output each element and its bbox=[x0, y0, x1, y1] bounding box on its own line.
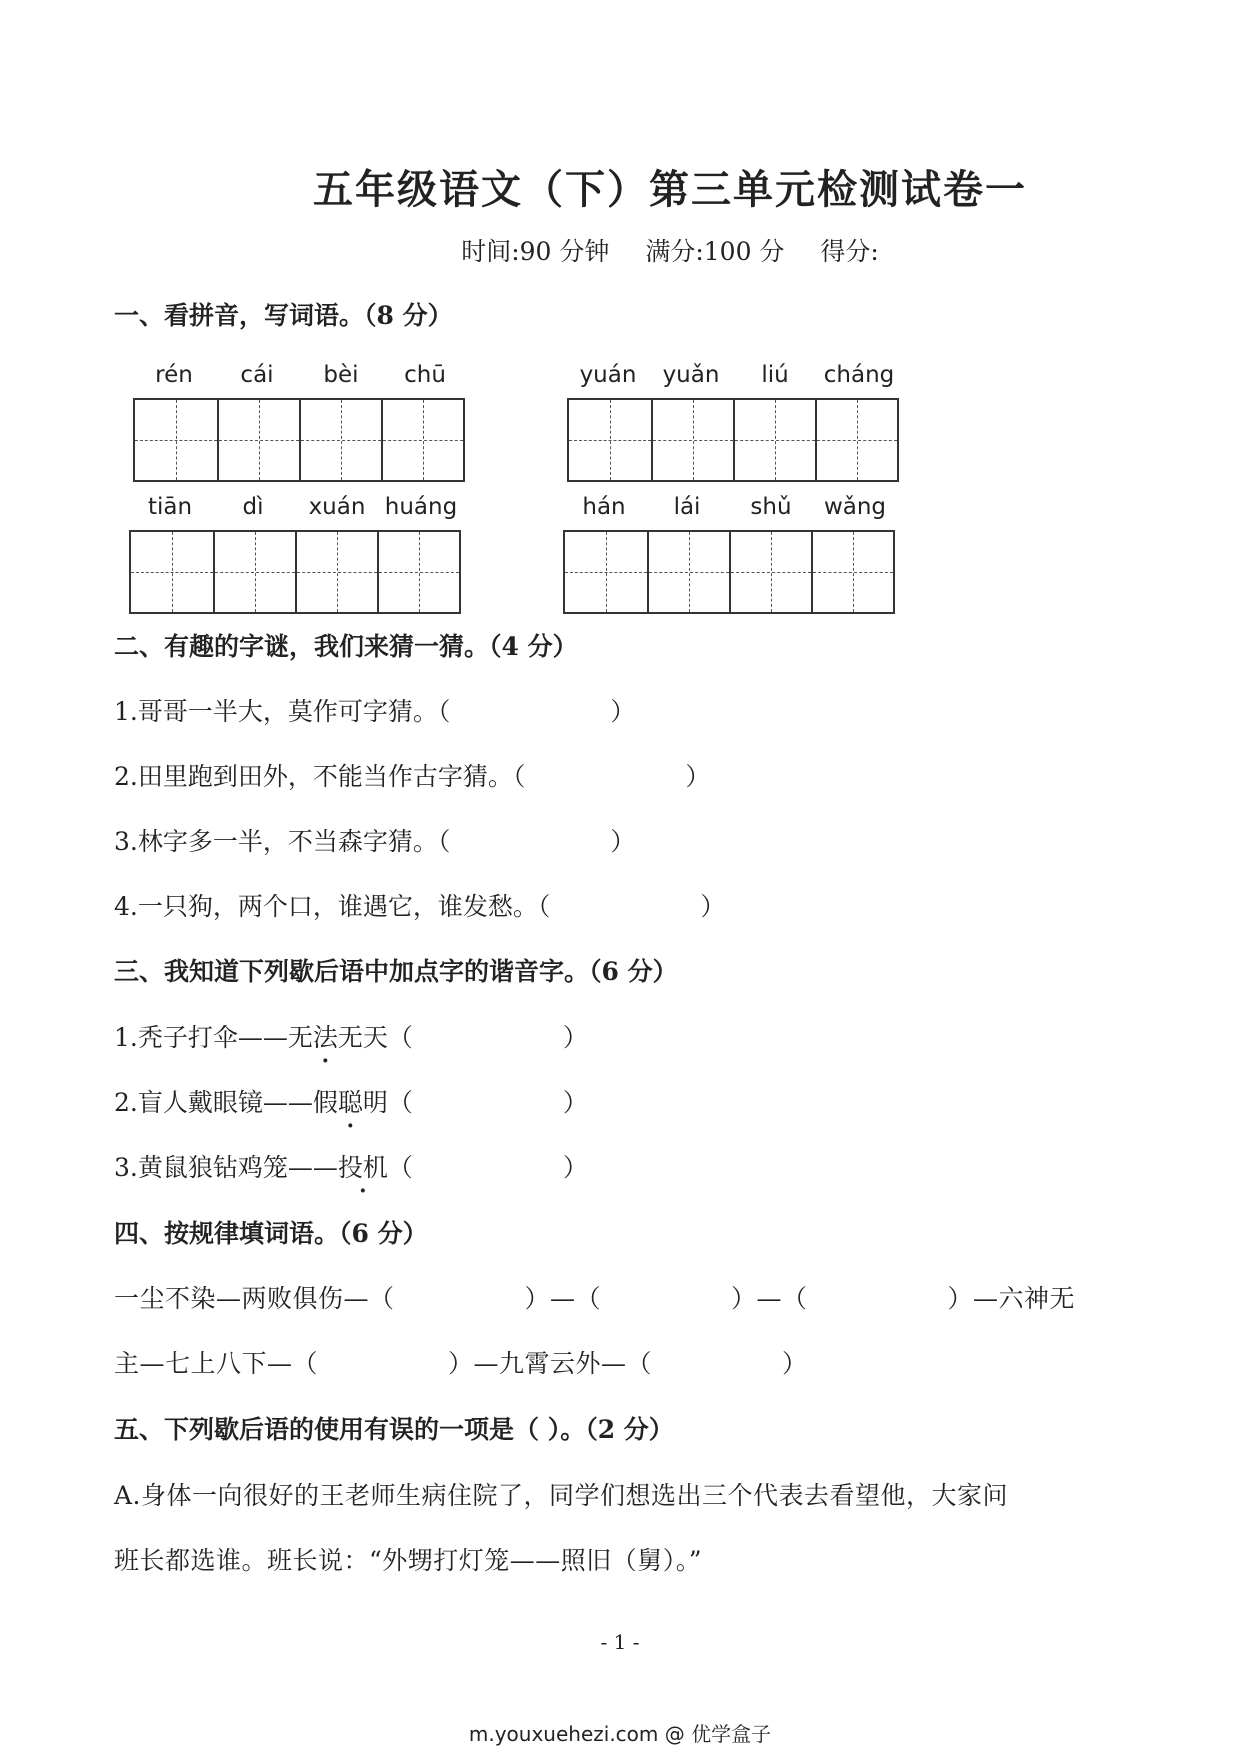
writing-grid-2[interactable] bbox=[567, 398, 899, 482]
riddle-4: 4.一只狗，两个口，谁遇它，谁发愁。（ ） bbox=[114, 892, 726, 921]
xiehouyu-3: 3.黄鼠狼钻鸡笼——投机（ ） bbox=[114, 1153, 588, 1182]
grid-cell[interactable] bbox=[377, 532, 459, 612]
writing-grid-3[interactable] bbox=[129, 530, 461, 614]
pinyin: shǔ bbox=[750, 494, 792, 520]
section-3-heading: 三、我知道下列歇后语中加点字的谐音字。（6 分） bbox=[114, 957, 678, 986]
pinyin-group-3 bbox=[129, 494, 463, 520]
pinyin: tiān bbox=[147, 494, 193, 520]
grid-cell[interactable] bbox=[647, 532, 729, 612]
exam-meta bbox=[0, 232, 1240, 268]
pinyin: yuǎn bbox=[662, 362, 720, 388]
grid-cell[interactable] bbox=[295, 532, 377, 612]
grid-cell[interactable] bbox=[565, 532, 647, 612]
section-4-heading: 四、按规律填词语。（6 分） bbox=[114, 1219, 428, 1248]
pinyin: liú bbox=[761, 362, 789, 388]
section-5-heading: 五、下列歇后语的使用有误的一项是（ ）。（2 分） bbox=[114, 1415, 674, 1444]
option-a-line-2: 班长都选谁。班长说：“外甥打灯笼——照旧（舅）。” bbox=[114, 1546, 703, 1575]
xiehouyu-2: 2.盲人戴眼镜——假聪明（ ） bbox=[114, 1088, 588, 1117]
pinyin: wǎng bbox=[823, 494, 887, 520]
xiehouyu-1: 1.秃子打伞——无法无天（ ） bbox=[114, 1023, 588, 1052]
pinyin: bèi bbox=[323, 362, 359, 388]
grid-cell[interactable] bbox=[815, 400, 897, 480]
page-number: - 1 - bbox=[600, 1630, 640, 1654]
grid-cell[interactable] bbox=[135, 400, 217, 480]
riddle-2: 2.田里跑到田外，不能当作古字猜。（ ） bbox=[114, 762, 711, 791]
pattern-line-1: 一尘不染—两败俱伤—（ ）—（ ）—（ ）—六神无 bbox=[114, 1284, 1076, 1313]
grid-cell[interactable] bbox=[811, 532, 893, 612]
pinyin: cháng bbox=[823, 362, 895, 388]
option-a-line-1: A.身体一向很好的王老师生病住院了，同学们想选出三个代表去看望他，大家问 bbox=[114, 1481, 1009, 1510]
pinyin: huáng bbox=[384, 494, 458, 520]
pinyin-group-2 bbox=[567, 362, 901, 388]
pinyin-group-4 bbox=[563, 494, 897, 520]
pinyin-group-1 bbox=[133, 362, 467, 388]
exam-full-score: 满分:100 分 bbox=[645, 237, 785, 266]
watermark-text: m.youxuehezi.com @ 优学盒子 bbox=[468, 1722, 772, 1746]
pinyin: rén bbox=[155, 362, 193, 388]
pinyin: dì bbox=[242, 494, 264, 520]
pattern-line-2: 主—七上八下—（ ）—九霄云外—（ ） bbox=[114, 1349, 808, 1378]
page-title: 五年级语文（下）第三单元检测试卷一 bbox=[313, 166, 1027, 213]
exam-time: 时间:90 分钟 bbox=[461, 237, 610, 266]
exam-score-label: 得分: bbox=[820, 237, 879, 266]
writing-grid-1[interactable] bbox=[133, 398, 465, 482]
pinyin: xuán bbox=[308, 494, 366, 520]
riddle-1: 1.哥哥一半大，莫作可字猜。（ ） bbox=[114, 697, 636, 726]
dotted-char: 投机 bbox=[337, 1153, 388, 1182]
pinyin: lái bbox=[673, 494, 701, 520]
grid-cell[interactable] bbox=[217, 400, 299, 480]
dotted-char: 聪 bbox=[337, 1088, 363, 1117]
grid-cell[interactable] bbox=[569, 400, 651, 480]
grid-cell[interactable] bbox=[729, 532, 811, 612]
grid-cell[interactable] bbox=[381, 400, 463, 480]
pinyin: hán bbox=[582, 494, 626, 520]
pinyin: chū bbox=[404, 362, 446, 388]
grid-cell[interactable] bbox=[213, 532, 295, 612]
grid-cell[interactable] bbox=[131, 532, 213, 612]
section-1-heading: 一、看拼音，写词语。（8 分） bbox=[114, 301, 453, 330]
writing-grid-4[interactable] bbox=[563, 530, 895, 614]
grid-cell[interactable] bbox=[733, 400, 815, 480]
dotted-char: 法 bbox=[312, 1023, 338, 1052]
riddle-3: 3.林字多一半，不当森字猜。（ ） bbox=[114, 827, 636, 856]
pinyin: cái bbox=[240, 362, 274, 388]
section-2-heading: 二、有趣的字谜，我们来猜一猜。（4 分） bbox=[114, 632, 578, 661]
grid-cell[interactable] bbox=[299, 400, 381, 480]
grid-cell[interactable] bbox=[651, 400, 733, 480]
pinyin: yuán bbox=[579, 362, 637, 388]
